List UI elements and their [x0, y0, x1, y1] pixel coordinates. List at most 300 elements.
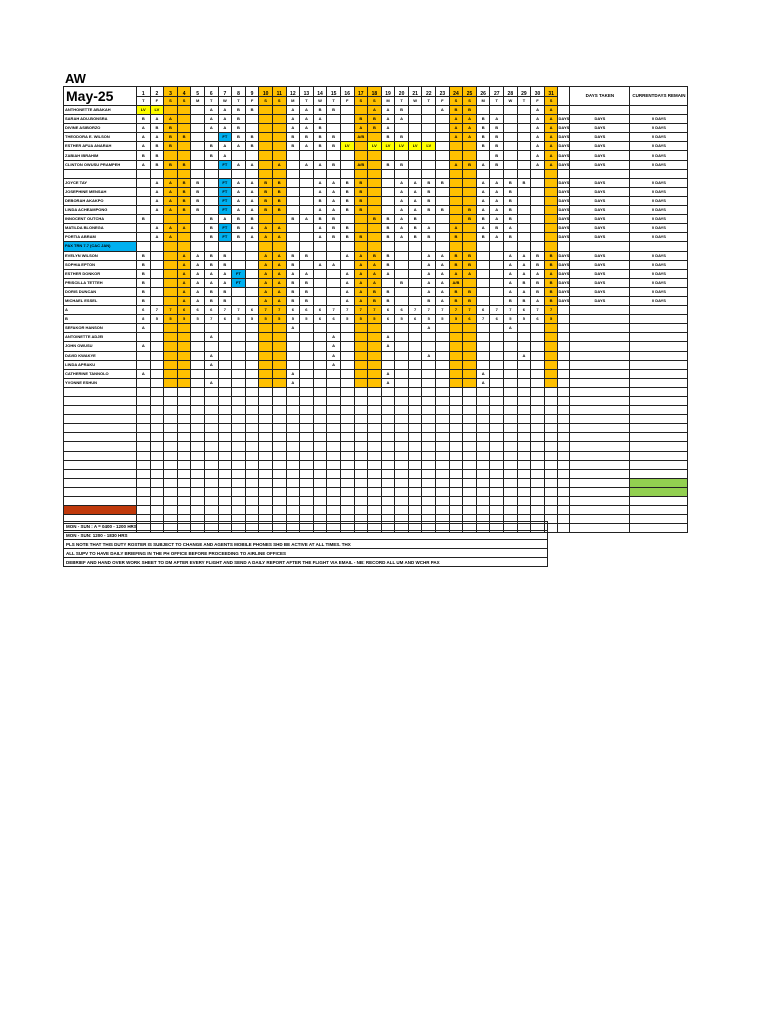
shift-cell: B [245, 142, 259, 151]
empty-cell [517, 387, 531, 396]
shift-cell: B [137, 115, 151, 124]
empty-cell [517, 460, 531, 469]
empty-cell [531, 387, 545, 396]
staff-name: ANTHONETTE ABAKAH [64, 106, 137, 115]
empty-cell [436, 506, 450, 515]
weekday-letter: F [245, 96, 259, 106]
empty-cell [517, 415, 531, 424]
shift-cell: B [463, 296, 477, 305]
shift-cell [177, 215, 191, 224]
days-label [558, 342, 570, 351]
shift-cell [354, 360, 368, 369]
shift-cell [449, 360, 463, 369]
shift-cell [177, 242, 191, 251]
shift-cell: A [422, 224, 436, 233]
shift-cell [286, 333, 300, 342]
shift-cell: B [286, 260, 300, 269]
shift-cell: A [327, 360, 341, 369]
empty-cell [137, 387, 151, 396]
shift-cell: A [517, 269, 531, 278]
shift-cell [490, 378, 504, 387]
empty-cell [191, 406, 205, 415]
empty-cell [272, 424, 286, 433]
shift-cell: A [150, 115, 164, 124]
shift-cell: B [381, 287, 395, 296]
shift-cell [232, 342, 246, 351]
weekday-letter: S [354, 96, 368, 106]
empty-cell [286, 506, 300, 515]
shift-cell [164, 342, 178, 351]
shift-cell: B [422, 187, 436, 196]
shift-cell: A [286, 106, 300, 115]
shift-cell [259, 124, 273, 133]
shift-cell: A [476, 206, 490, 215]
days-label [558, 351, 570, 360]
staff-name: JOYCE TAY [64, 178, 137, 187]
empty-cell [204, 387, 218, 396]
shift-cell [476, 324, 490, 333]
shift-cell: A [259, 260, 273, 269]
shift-cell: A [259, 278, 273, 287]
shift-cell: A [204, 278, 218, 287]
shift-cell: B [272, 178, 286, 187]
empty-cell [164, 415, 178, 424]
empty-cell [395, 451, 409, 460]
empty-cell [463, 415, 477, 424]
shift-cell: 7 [531, 306, 545, 315]
shift-cell: A [436, 287, 450, 296]
shift-cell [150, 369, 164, 378]
empty-cell [630, 397, 688, 406]
shift-cell: A [490, 233, 504, 242]
shift-cell [300, 178, 314, 187]
empty-cell [558, 469, 570, 478]
empty-cell [245, 415, 259, 424]
empty-cell [177, 460, 191, 469]
empty-cell [286, 442, 300, 451]
shift-cell [259, 151, 273, 160]
empty-cell [558, 451, 570, 460]
shift-cell [150, 215, 164, 224]
empty-cell [204, 397, 218, 406]
shift-cell: 5 [436, 315, 450, 324]
empty-cell [531, 497, 545, 506]
shift-cell: B [218, 251, 232, 260]
shift-cell [177, 169, 191, 178]
shift-cell: 6 [218, 315, 232, 324]
shift-cell: B [313, 106, 327, 115]
empty-cell [327, 424, 341, 433]
empty-cell [137, 451, 151, 460]
shift-cell [449, 178, 463, 187]
shift-cell [340, 124, 354, 133]
shift-cell [449, 378, 463, 387]
days-label: DAYS [558, 251, 570, 260]
empty-cell [476, 387, 490, 396]
empty-cell [164, 487, 178, 496]
shift-cell: 6 [395, 306, 409, 315]
shift-cell: 5 [504, 315, 518, 324]
current-days-header: CURRENTDAYS REMAIN [630, 87, 688, 106]
empty-cell [177, 424, 191, 433]
empty-cell [531, 469, 545, 478]
empty-cell [422, 451, 436, 460]
days-remain-value: 0 DAYS [630, 215, 688, 224]
shift-cell [395, 169, 409, 178]
shift-cell [422, 124, 436, 133]
empty-cell [395, 478, 409, 487]
shift-cell [204, 187, 218, 196]
shift-cell [300, 151, 314, 160]
empty-cell [504, 415, 518, 424]
empty-cell [300, 442, 314, 451]
empty-cell [570, 406, 630, 415]
shift-cell: B [286, 278, 300, 287]
shift-cell: B [422, 296, 436, 305]
roster-row [64, 178, 688, 187]
days-label [558, 306, 570, 315]
empty-cell [286, 433, 300, 442]
empty-cell [218, 460, 232, 469]
roster-row [64, 324, 688, 333]
shift-cell [286, 224, 300, 233]
shift-cell: 6 [531, 315, 545, 324]
shift-cell [137, 196, 151, 205]
empty-cell [368, 506, 382, 515]
shift-cell [368, 169, 382, 178]
shift-cell: B [327, 233, 341, 242]
empty-cell [259, 406, 273, 415]
shift-cell [313, 351, 327, 360]
empty-cell [490, 506, 504, 515]
shift-cell: A [490, 178, 504, 187]
shift-cell [177, 115, 191, 124]
empty-cell [300, 406, 314, 415]
empty-cell [517, 506, 531, 515]
shift-cell: B [300, 287, 314, 296]
shift-cell: 7 [259, 306, 273, 315]
empty-cell [381, 460, 395, 469]
shift-cell: B [245, 106, 259, 115]
empty-cell [204, 487, 218, 496]
shift-cell: A [531, 124, 545, 133]
shift-cell: B [177, 160, 191, 169]
days-label: DAYS [558, 206, 570, 215]
shift-cell [232, 369, 246, 378]
shift-cell: A [218, 124, 232, 133]
empty-cell [368, 387, 382, 396]
shift-cell [164, 151, 178, 160]
shift-cell [150, 278, 164, 287]
empty-cell [395, 506, 409, 515]
empty-cell [436, 478, 450, 487]
empty-cell [354, 406, 368, 415]
shift-cell [164, 333, 178, 342]
shift-cell [436, 242, 450, 251]
shift-cell: A [272, 260, 286, 269]
shift-cell: 5 [300, 315, 314, 324]
shift-cell [544, 333, 558, 342]
empty-cell [449, 397, 463, 406]
shift-cell [422, 378, 436, 387]
shift-cell: B [490, 133, 504, 142]
empty-cell [137, 478, 151, 487]
shift-cell [368, 351, 382, 360]
empty-cell [408, 415, 422, 424]
empty-cell [490, 406, 504, 415]
empty-cell [327, 478, 341, 487]
empty-cell [381, 478, 395, 487]
shift-cell: 7 [150, 306, 164, 315]
shift-cell: A [164, 196, 178, 205]
empty-cell [245, 397, 259, 406]
shift-cell: A [544, 115, 558, 124]
shift-cell [408, 296, 422, 305]
day-number: 11 [272, 87, 286, 97]
empty-cell [436, 469, 450, 478]
empty-cell [381, 424, 395, 433]
shift-cell: 6 [204, 306, 218, 315]
shift-cell [490, 169, 504, 178]
shift-cell [191, 233, 205, 242]
shift-cell [191, 133, 205, 142]
empty-cell [137, 442, 151, 451]
shift-cell [517, 369, 531, 378]
shift-cell: A [463, 115, 477, 124]
shift-cell: A [408, 187, 422, 196]
roster-row [64, 287, 688, 296]
day-number: 24 [449, 87, 463, 97]
shift-cell: A [300, 269, 314, 278]
day-number: 21 [408, 87, 422, 97]
days-taken-value: DAYS [570, 287, 630, 296]
shift-cell [408, 160, 422, 169]
shift-cell [517, 169, 531, 178]
shift-cell [476, 260, 490, 269]
empty-cell [422, 478, 436, 487]
day-number: 22 [422, 87, 436, 97]
shift-cell: A [476, 160, 490, 169]
empty-cell [232, 415, 246, 424]
empty-cell [245, 469, 259, 478]
empty-cell [463, 469, 477, 478]
shift-cell [313, 278, 327, 287]
empty-cell [544, 387, 558, 396]
empty-cell [395, 424, 409, 433]
shift-cell [313, 296, 327, 305]
staff-name: MATILDA BLONEGA [64, 224, 137, 233]
staff-name: CATHERINE TANNOLO [64, 369, 137, 378]
shift-cell [381, 360, 395, 369]
shift-cell: A [327, 333, 341, 342]
shift-cell: A [340, 269, 354, 278]
shift-cell [313, 251, 327, 260]
shift-cell [449, 215, 463, 224]
empty-cell [286, 469, 300, 478]
empty-cell [259, 460, 273, 469]
shift-cell: B [164, 160, 178, 169]
days-label: DAYS [558, 233, 570, 242]
empty-cell [191, 397, 205, 406]
empty-cell [150, 451, 164, 460]
empty-cell [395, 433, 409, 442]
empty-cell [137, 506, 151, 515]
shift-cell [354, 324, 368, 333]
shift-cell: A [436, 269, 450, 278]
shift-cell: 6 [408, 315, 422, 324]
empty-cell [463, 497, 477, 506]
weekday-letter: F [436, 96, 450, 106]
days-remain-value: 0 DAYS [630, 233, 688, 242]
shift-cell [368, 360, 382, 369]
empty-cell [259, 433, 273, 442]
days-taken-value: DAYS [570, 296, 630, 305]
days-taken-value: DAYS [570, 142, 630, 151]
empty-cell [204, 469, 218, 478]
shift-cell [340, 342, 354, 351]
day-number: 17 [354, 87, 368, 97]
shift-cell: A [204, 124, 218, 133]
shift-cell: B [490, 124, 504, 133]
shift-cell: A [340, 287, 354, 296]
empty-cell [164, 397, 178, 406]
shift-cell [463, 151, 477, 160]
empty-cell [245, 424, 259, 433]
shift-cell: A [354, 251, 368, 260]
shift-cell [449, 324, 463, 333]
empty-cell [504, 451, 518, 460]
shift-cell [286, 242, 300, 251]
shift-cell [531, 351, 545, 360]
empty-cell [570, 515, 630, 524]
shift-cell [150, 169, 164, 178]
empty-cell [517, 424, 531, 433]
days-remain-value: 0 DAYS [630, 187, 688, 196]
empty-row [64, 487, 688, 496]
shift-cell [232, 151, 246, 160]
empty-cell [64, 424, 137, 433]
weekday-letter: M [381, 96, 395, 106]
empty-cell [218, 487, 232, 496]
shift-cell: B [204, 233, 218, 242]
shift-cell: B [544, 296, 558, 305]
shift-cell [354, 224, 368, 233]
shift-cell: B [544, 278, 558, 287]
shift-cell [381, 187, 395, 196]
shift-cell [272, 124, 286, 133]
days-remain-value: 0 DAYS [630, 133, 688, 142]
empty-cell [259, 506, 273, 515]
weekday-letter: T [422, 96, 436, 106]
shift-cell: B [327, 133, 341, 142]
shift-cell: A [232, 178, 246, 187]
days-taken-value [570, 369, 630, 378]
empty-cell [422, 442, 436, 451]
empty-cell [327, 415, 341, 424]
shift-cell: A/B [449, 278, 463, 287]
shift-cell: A [476, 378, 490, 387]
empty-cell [544, 460, 558, 469]
empty-cell [476, 442, 490, 451]
shift-cell [354, 106, 368, 115]
shift-cell [490, 278, 504, 287]
shift-cell: 6 [137, 306, 151, 315]
shift-cell: B [327, 215, 341, 224]
empty-cell [137, 397, 151, 406]
roster-row [64, 151, 688, 160]
shift-cell: LV [340, 142, 354, 151]
shift-cell: B [218, 260, 232, 269]
days-label [558, 106, 570, 115]
empty-cell [272, 397, 286, 406]
weekday-letter: M [476, 96, 490, 106]
shift-cell: A [286, 369, 300, 378]
empty-cell [463, 451, 477, 460]
shift-cell: 7 [232, 306, 246, 315]
shift-cell: A [177, 260, 191, 269]
roster-row [64, 369, 688, 378]
empty-cell [327, 387, 341, 396]
shift-cell: A [177, 296, 191, 305]
empty-cell [436, 387, 450, 396]
shift-cell [300, 333, 314, 342]
days-remain-value [630, 106, 688, 115]
shift-cell: A [381, 333, 395, 342]
shift-cell: A [368, 269, 382, 278]
shift-cell [490, 333, 504, 342]
empty-cell [191, 433, 205, 442]
empty-cell [381, 497, 395, 506]
empty-cell [327, 451, 341, 460]
empty-cell [245, 506, 259, 515]
empty-cell [259, 497, 273, 506]
staff-name: LINDA ACHEAMPONG [64, 206, 137, 215]
empty-cell [340, 406, 354, 415]
empty-cell [137, 424, 151, 433]
empty-cell [354, 506, 368, 515]
empty-cell [504, 478, 518, 487]
shift-cell: A [150, 133, 164, 142]
shift-cell [436, 133, 450, 142]
shift-cell [476, 169, 490, 178]
shift-cell [463, 196, 477, 205]
empty-cell [164, 387, 178, 396]
empty-cell [368, 497, 382, 506]
shift-cell: A [476, 369, 490, 378]
shift-cell [191, 106, 205, 115]
shift-cell: A [354, 278, 368, 287]
days-remain-value [630, 242, 688, 251]
shift-cell: B [517, 278, 531, 287]
empty-cell [313, 387, 327, 396]
weekday-letter: T [232, 96, 246, 106]
shift-cell: A [504, 278, 518, 287]
days-label [558, 333, 570, 342]
shift-cell: B [300, 278, 314, 287]
roster-row [64, 333, 688, 342]
shift-cell: 5 [177, 315, 191, 324]
shift-cell: 7 [164, 306, 178, 315]
empty-cell [340, 424, 354, 433]
empty-cell [490, 415, 504, 424]
day-number: 29 [517, 87, 531, 97]
shift-cell [463, 360, 477, 369]
empty-cell [408, 397, 422, 406]
empty-cell [422, 406, 436, 415]
empty-cell [449, 406, 463, 415]
empty-cell [381, 415, 395, 424]
shift-cell [340, 115, 354, 124]
